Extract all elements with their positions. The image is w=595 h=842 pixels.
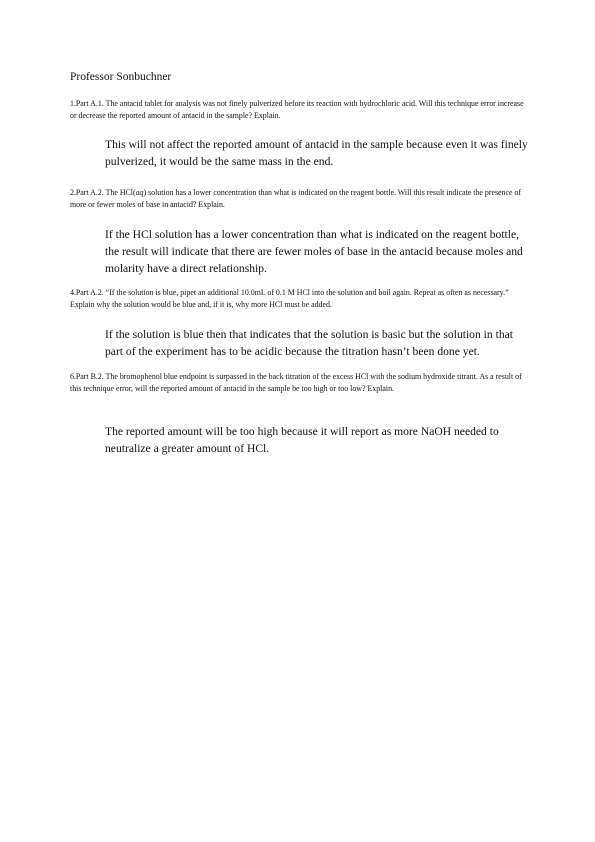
question-2-aq-italic: aq bbox=[135, 188, 144, 197]
question-6-text: 6.Part B.2. The bromophenol blue endpoint is surpassed in the back titration of the excess HCl with the sodium hydroxide titrant. As a result of this technique error, will the reported amount of antacid in the sample be too high or too low? Explain. bbox=[70, 372, 522, 393]
question-1 bbox=[70, 98, 532, 121]
answer-6: The reported amount will be too high because it will report as more NaOH needed to neutralize a greater amount of HCl. bbox=[105, 425, 499, 455]
question-2-text-start: 2.Part A.2. The HCl( bbox=[70, 188, 136, 197]
question-4 bbox=[70, 287, 532, 310]
answer-1: This will not affect the reported amount of antacid in the sample because even it was finely pulverized, it would be the same mass in the end. bbox=[105, 138, 528, 168]
question-1-text: 1.Part A.1. The antacid tablet for analysis was not finely pulverized before its reaction with hydrochloric acid. Will this technique error increase or decrease the reported amount of antacid in the sample? Explain. bbox=[70, 99, 524, 120]
professor-name: Professor Sonbuchner bbox=[70, 71, 172, 83]
question-6 bbox=[70, 371, 532, 394]
question-2-text-end: ) solution has a lower concentration than what is indicated on the reagent bottle. Will this result indicate the presence of more or fewer moles of base in antacid? Explain. bbox=[70, 188, 522, 209]
answer-4: If the solution is blue then that indicates that the solution is basic but the solution in that part of the experiment has to be acidic because the titration hasn’t been done yet. bbox=[105, 328, 513, 358]
question-2 bbox=[70, 187, 532, 210]
question-4-text: 4.Part A.2. “If the solution is blue, pipet an additional 10.0mL of 0.1 M HCl into the solution and boil again. Repeat as often as necessary.” Explain why the solution would be blue and, if it is, why more HCl must be added. bbox=[70, 288, 509, 309]
answer-2: If the HCl solution has a lower concentration than what is indicated on the reagent bottle, the result will indicate that there are fewer moles of base in the antacid because moles and molarity have a direct relationship. bbox=[105, 228, 523, 275]
